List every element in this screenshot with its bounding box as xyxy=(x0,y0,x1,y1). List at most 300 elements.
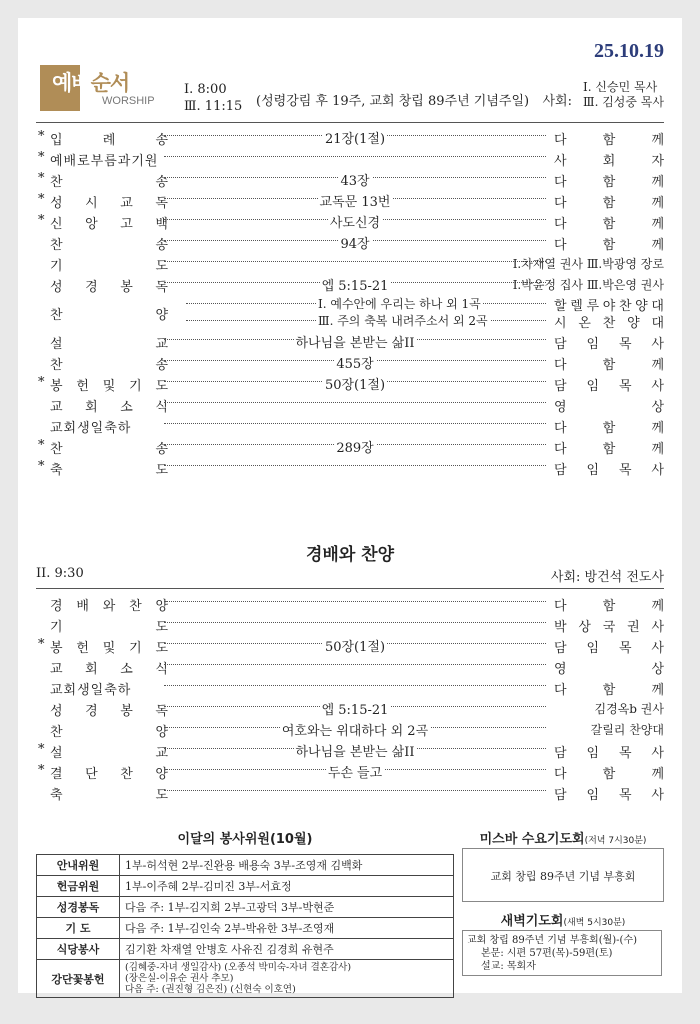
order-label xyxy=(50,742,168,761)
order-detail xyxy=(164,699,546,718)
order-detail-text: 두손 들고 xyxy=(327,766,383,781)
order-leader xyxy=(554,658,664,677)
order-leader xyxy=(554,679,664,698)
misba-box xyxy=(462,848,664,902)
char: 함 xyxy=(602,217,616,232)
order-row xyxy=(36,147,664,168)
char: 도 xyxy=(155,379,168,394)
leader-dots xyxy=(164,423,546,424)
char: 목 xyxy=(618,641,632,656)
char: 렐 xyxy=(570,299,583,314)
dawn-title: 새벽기도회 xyxy=(500,914,564,929)
order-detail xyxy=(164,275,546,294)
char: 및 xyxy=(102,641,116,656)
char: 양 xyxy=(155,308,168,323)
order-detail xyxy=(164,374,546,393)
order-leader xyxy=(554,438,664,457)
char: 사 xyxy=(651,620,664,635)
char: 다 xyxy=(554,358,567,373)
order-row xyxy=(36,168,664,189)
char: 야 xyxy=(602,299,616,314)
order-detail-text: 289장 xyxy=(336,441,374,456)
order-detail-text: 교독문 13번 xyxy=(319,195,391,210)
order-detail-text: 엡 5:15-21 xyxy=(321,279,389,294)
char: 다 xyxy=(554,175,567,190)
volunteer-names: 1부-허석현 2부-진완용 배용숙 3부-조영재 김백화 xyxy=(120,855,454,876)
volunteer-role: 성경봉독 xyxy=(37,897,120,918)
char: 담 xyxy=(554,379,567,394)
leader-dots xyxy=(164,685,546,686)
char: 다 xyxy=(554,238,567,253)
char: 상 xyxy=(651,400,664,415)
char: 께 xyxy=(651,442,664,457)
occasion-text: (성령강림 후 19주, 교회 창립 89주년 기념주일) xyxy=(256,94,530,109)
char: 도 xyxy=(155,259,168,274)
char: 양 xyxy=(155,767,168,782)
char: 찬 xyxy=(50,175,63,190)
order-detail xyxy=(164,170,546,189)
char: 입 xyxy=(50,133,63,148)
char: 송 xyxy=(155,238,168,253)
char: 찬 xyxy=(50,725,63,740)
char: 께 xyxy=(651,133,664,148)
order-detail xyxy=(164,332,546,351)
order-leader: 김경옥b 권사 xyxy=(594,702,664,716)
order-leader xyxy=(554,417,664,436)
leader-dots xyxy=(164,601,546,602)
char: 찬 xyxy=(602,316,616,331)
char: 례 xyxy=(102,133,116,148)
char: 담 xyxy=(554,337,567,352)
order-label xyxy=(50,459,168,478)
order-label xyxy=(50,192,168,211)
order-detail xyxy=(164,720,546,739)
order-detail xyxy=(164,191,546,210)
char: 함 xyxy=(602,133,616,148)
char: 양 xyxy=(635,299,648,314)
order-leader xyxy=(554,616,664,635)
order-leader xyxy=(554,375,664,394)
order-detail-text: 94장 xyxy=(340,237,370,252)
volunteer-row xyxy=(37,855,454,876)
volunteer-names: 다음 주: 1부-김지희 2부-고광덕 3부-박현준 xyxy=(120,897,454,918)
required-mark: * xyxy=(38,637,45,652)
char: 봉 xyxy=(120,704,133,719)
flower-offering-line: (김혜중-자녀 생일감사) (오종석 박미숙-자녀 결혼감사) xyxy=(125,962,352,973)
char: 온 xyxy=(578,316,591,331)
order-label xyxy=(50,276,168,295)
order-row xyxy=(36,189,664,210)
anthem-title: Ⅲ. 주의 축복 내려주소서 외 2곡 xyxy=(318,314,488,328)
volunteer-role: 헌금위원 xyxy=(37,876,120,897)
char: 시 xyxy=(85,196,98,211)
top-divider xyxy=(36,122,664,123)
anthem-line xyxy=(186,295,546,312)
char: 목 xyxy=(618,337,632,352)
char: 사 xyxy=(651,641,664,656)
char: 함 xyxy=(602,196,616,211)
volunteer-names: 다음 주: 1부-김인숙 2부-박유한 3부-조영재 xyxy=(120,918,454,939)
char: 도 xyxy=(155,620,168,635)
bulletin-page xyxy=(18,18,682,993)
required-mark: * xyxy=(38,213,45,228)
order-label xyxy=(50,129,168,148)
char: 찬 xyxy=(120,767,133,782)
char: 사 xyxy=(651,463,664,478)
logo-title-a: 예배 xyxy=(52,71,91,95)
order-detail xyxy=(164,212,546,231)
char: 헌 xyxy=(76,379,89,394)
order-detail-text: 50장(1절) xyxy=(324,640,386,655)
char: 께 xyxy=(651,196,664,211)
char: 다 xyxy=(554,683,567,698)
order-detail xyxy=(164,233,546,252)
char: 대 xyxy=(651,316,664,331)
order-row xyxy=(36,456,664,477)
char: 축 xyxy=(50,463,63,478)
order-leader xyxy=(554,333,664,352)
char: 양 xyxy=(155,599,168,614)
required-mark: * xyxy=(38,171,45,186)
order-row xyxy=(36,760,664,781)
char: 담 xyxy=(554,746,567,761)
dawn-line-3: 설교: 목회자 xyxy=(481,961,536,972)
char: 께 xyxy=(651,421,664,436)
char: 봉 xyxy=(50,641,63,656)
char: 교 xyxy=(155,746,168,761)
char: 다 xyxy=(554,196,567,211)
required-mark: * xyxy=(38,459,45,474)
char: 회 xyxy=(85,400,98,415)
volunteer-row xyxy=(37,876,454,897)
order-leader xyxy=(554,784,664,803)
char: 찬 xyxy=(129,599,142,614)
char: 기 xyxy=(50,620,63,635)
host-name-1: Ⅰ. 신승민 목사 xyxy=(583,80,658,94)
flower-offering-line: (장은실-이유순 권사 추모) xyxy=(125,973,234,984)
char: 루 xyxy=(586,299,600,314)
char: 할 xyxy=(554,299,567,314)
order-row xyxy=(36,372,664,393)
dawn-line-1: 교회 창립 89주년 기념 부흥회(월)-(수) xyxy=(467,935,638,946)
order-leader xyxy=(554,742,664,761)
char: 께 xyxy=(651,175,664,190)
order-detail-text: 사도신경 xyxy=(329,216,381,231)
order-label xyxy=(50,763,168,782)
leader-dots xyxy=(164,402,546,403)
char: 담 xyxy=(554,788,567,803)
char: 대 xyxy=(651,299,664,314)
order-detail-text: 43장 xyxy=(340,174,370,189)
anthem-title: Ⅰ. 예수안에 우리는 하나 외 1곡 xyxy=(318,297,481,311)
char: 헌 xyxy=(76,641,89,656)
char: 께 xyxy=(651,683,664,698)
volunteer-names: 1부-이주혜 2부-김미진 3부-서효정 xyxy=(120,876,454,897)
order-leader xyxy=(554,396,664,415)
char: 찬 xyxy=(618,299,632,314)
order-row xyxy=(36,697,664,718)
section2-host: 사회: 방건석 전도사 xyxy=(550,570,664,585)
char: 께 xyxy=(651,217,664,232)
char: 다 xyxy=(554,599,567,614)
char: 교 xyxy=(50,400,63,415)
dawn-line-2: 본문: 시편 57편(목)-59편(토) xyxy=(481,948,613,959)
char: 교 xyxy=(120,196,133,211)
service-times xyxy=(184,81,242,115)
char: 회 xyxy=(602,154,616,169)
char: 기 xyxy=(50,259,63,274)
char: 신 xyxy=(50,217,63,232)
char: 께 xyxy=(651,238,664,253)
char: 함 xyxy=(602,238,616,253)
char: 송 xyxy=(155,175,168,190)
char: 사 xyxy=(651,746,664,761)
leader-dots xyxy=(164,261,546,262)
char: 국 xyxy=(602,620,616,635)
char: 교 xyxy=(50,662,63,677)
anthem-line xyxy=(186,312,546,329)
section2-time: II. 9:30 xyxy=(36,566,84,581)
order-label xyxy=(50,255,168,274)
section2-title: 경배와 찬양 xyxy=(305,545,395,565)
char: 성 xyxy=(50,196,63,211)
required-mark: * xyxy=(38,375,45,390)
char: 결 xyxy=(50,767,63,782)
char: 목 xyxy=(618,788,632,803)
char: 사 xyxy=(651,788,664,803)
order-label: 예배로부름과기원 xyxy=(50,154,159,169)
volunteers-table xyxy=(36,854,454,998)
misba-body: 교회 창립 89주년 기념 부흥회 xyxy=(490,870,636,883)
volunteer-names: 김기환 차재열 안병호 사유진 김경희 유현주 xyxy=(120,939,454,960)
char: 함 xyxy=(602,767,616,782)
required-mark: * xyxy=(38,742,45,757)
char: 임 xyxy=(586,746,600,761)
char: 경 xyxy=(50,599,63,614)
order-label xyxy=(50,721,168,740)
order-row xyxy=(36,210,664,231)
order-detail-text: 하나님을 본받는 삶II xyxy=(295,745,415,760)
char: 다 xyxy=(554,421,567,436)
order-leader xyxy=(554,763,664,782)
order-label: 교회생일축하 xyxy=(50,683,132,698)
required-mark: * xyxy=(38,129,45,144)
order-leader xyxy=(554,171,664,190)
char: 독 xyxy=(155,196,168,211)
order-row xyxy=(36,739,664,760)
char: 기 xyxy=(129,379,142,394)
order-row xyxy=(36,273,664,294)
char: 성 xyxy=(50,280,63,295)
char: 담 xyxy=(554,463,567,478)
char: 찬 xyxy=(50,358,63,373)
char: 송 xyxy=(155,133,168,148)
host-name-3: Ⅲ. 김성중 목사 xyxy=(583,95,664,109)
order-label xyxy=(50,595,168,614)
char: 축 xyxy=(50,788,63,803)
char: 양 xyxy=(155,725,168,740)
char: 양 xyxy=(627,316,640,331)
order-row xyxy=(36,781,664,802)
char: 찬 xyxy=(50,308,63,323)
char: 사 xyxy=(651,379,664,394)
char: 함 xyxy=(602,442,616,457)
misba-heading xyxy=(462,828,664,847)
choir-name xyxy=(554,312,664,331)
order-label xyxy=(50,375,168,394)
char: 다 xyxy=(554,217,567,232)
char: 함 xyxy=(602,599,616,614)
leader-dots xyxy=(164,664,546,665)
bulletin-date: 25.10.19 xyxy=(594,40,664,62)
char: 목 xyxy=(618,746,632,761)
char: 기 xyxy=(129,641,142,656)
order-leader xyxy=(554,234,664,253)
char: 상 xyxy=(578,620,591,635)
char: 교 xyxy=(155,337,168,352)
order-label xyxy=(50,171,168,190)
volunteer-row xyxy=(37,960,454,998)
order-label xyxy=(50,784,168,803)
order-detail-text: 455장 xyxy=(336,357,374,372)
order-label xyxy=(50,438,168,457)
anthem-row xyxy=(36,294,664,330)
char: 식 xyxy=(155,400,168,415)
char: 백 xyxy=(155,217,168,232)
order-leader xyxy=(554,459,664,478)
char: 담 xyxy=(554,641,567,656)
order-leader: 갈릴리 찬양대 xyxy=(590,723,664,737)
char: 함 xyxy=(602,683,616,698)
host-names xyxy=(583,80,664,110)
order-detail xyxy=(164,128,546,147)
dawn-box xyxy=(462,930,662,976)
char: 사 xyxy=(554,154,567,169)
char: 도 xyxy=(155,788,168,803)
order-label xyxy=(50,304,168,323)
char: 봉 xyxy=(50,379,63,394)
char: 독 xyxy=(155,280,168,295)
volunteer-row xyxy=(37,897,454,918)
dawn-heading xyxy=(462,910,664,929)
char: 께 xyxy=(651,599,664,614)
char: 다 xyxy=(554,767,567,782)
char: 와 xyxy=(102,599,116,614)
order-leader xyxy=(554,213,664,232)
char: 및 xyxy=(102,379,116,394)
char: 경 xyxy=(85,704,98,719)
order-label xyxy=(50,333,168,352)
char: 임 xyxy=(586,463,600,478)
order-detail xyxy=(164,353,546,372)
required-mark: * xyxy=(38,438,45,453)
volunteer-role: 기 도 xyxy=(37,918,120,939)
char: 식 xyxy=(155,662,168,677)
required-mark: * xyxy=(38,763,45,778)
char: 다 xyxy=(554,442,567,457)
order-leader: Ⅰ.차재열 권사 Ⅲ.박광영 장로 xyxy=(512,257,664,271)
order-leader xyxy=(554,129,664,148)
leader-dots xyxy=(164,622,546,623)
order-detail xyxy=(164,741,546,760)
char: 앙 xyxy=(85,217,98,232)
char: 임 xyxy=(586,788,600,803)
order-row xyxy=(36,231,664,252)
order-row xyxy=(36,330,664,351)
order-row xyxy=(36,252,664,273)
order-leader xyxy=(554,192,664,211)
misba-time: (저녁 7시30분) xyxy=(584,836,647,846)
char: 배 xyxy=(76,599,89,614)
char: 고 xyxy=(120,217,133,232)
volunteers-title: 이달의 봉사위원(10월) xyxy=(177,832,313,847)
order-row xyxy=(36,393,664,414)
logo-title-b: 순서 xyxy=(90,71,130,95)
order-label: 교회생일축하 xyxy=(50,421,132,436)
order-row xyxy=(36,126,664,147)
char: 소 xyxy=(120,662,133,677)
char: 송 xyxy=(155,442,168,457)
volunteer-role: 안내위원 xyxy=(37,855,120,876)
char: 송 xyxy=(155,358,168,373)
logo-subtitle: WORSHIP xyxy=(102,95,155,107)
char: 께 xyxy=(651,358,664,373)
host-label: 사회: xyxy=(542,94,572,109)
praise-order xyxy=(36,592,664,802)
service-time-1: Ⅰ. 8:00 xyxy=(184,82,227,97)
order-leader xyxy=(554,354,664,373)
order-row xyxy=(36,592,664,613)
volunteer-role: 강단꽃봉헌 xyxy=(37,960,120,998)
char: 함 xyxy=(602,175,616,190)
required-mark: * xyxy=(38,192,45,207)
char: 설 xyxy=(50,337,63,352)
char: 임 xyxy=(586,641,600,656)
char: 사 xyxy=(651,337,664,352)
volunteer-names xyxy=(120,960,454,998)
char: 설 xyxy=(50,746,63,761)
char: 자 xyxy=(651,154,664,169)
service-time-3: Ⅲ. 11:15 xyxy=(184,99,243,114)
volunteer-row xyxy=(37,918,454,939)
char: 께 xyxy=(651,767,664,782)
order-row xyxy=(36,655,664,676)
section2-divider xyxy=(36,588,664,589)
char: 영 xyxy=(554,662,567,677)
order-label xyxy=(50,396,168,415)
char: 소 xyxy=(120,400,133,415)
order-detail-text: 50장(1절) xyxy=(324,378,386,393)
char: 단 xyxy=(85,767,98,782)
order-label xyxy=(50,658,168,677)
volunteer-role: 식당봉사 xyxy=(37,939,120,960)
order-leader xyxy=(554,595,664,614)
order-label xyxy=(50,213,168,232)
order-detail-text: 여호와는 위대하다 외 2곡 xyxy=(281,724,429,739)
required-mark: * xyxy=(38,150,45,165)
order-row xyxy=(36,718,664,739)
logo-title xyxy=(52,67,129,97)
order-detail xyxy=(164,762,546,781)
char: 도 xyxy=(155,463,168,478)
leader-dots xyxy=(164,156,546,157)
leader-dots xyxy=(164,465,546,466)
volunteer-row xyxy=(37,939,454,960)
char: 봉 xyxy=(120,280,133,295)
char: 함 xyxy=(602,421,616,436)
char: 경 xyxy=(85,280,98,295)
order-detail-text: 엡 5:15-21 xyxy=(321,703,389,718)
